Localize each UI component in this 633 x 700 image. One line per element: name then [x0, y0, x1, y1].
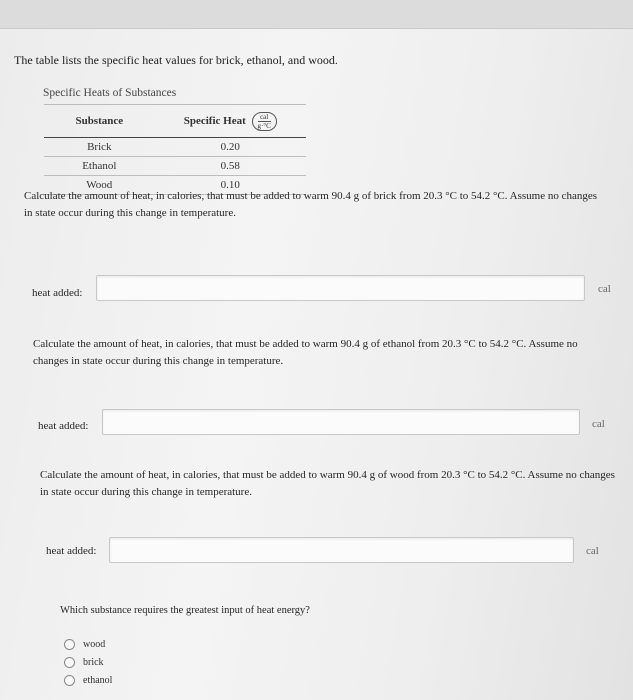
specific-heat-table: [44, 104, 306, 195]
heat-added-label-wood: heat added:: [46, 545, 97, 557]
heat-added-label-ethanol: heat added:: [38, 420, 89, 432]
option-wood[interactable]: [64, 639, 105, 650]
substance-cell: Ethanol: [44, 157, 155, 176]
table-row: [44, 157, 306, 176]
unit-label-wood: cal: [586, 545, 599, 557]
substance-cell: Brick: [44, 138, 155, 157]
option-label: brick: [83, 657, 104, 668]
specific-heat-header-label: Specific Heat: [183, 114, 246, 127]
substance-header: Substance: [44, 105, 155, 138]
question-brick: Calculate the amount of heat, in calories, that must be added to warm 90.4 g of brick from 20.3 °C to 54.2 °C. Assume no changes in state occur during this change in temperature.: [24, 190, 598, 219]
radio-circle-icon[interactable]: [64, 675, 75, 686]
radio-circle-icon[interactable]: [64, 639, 75, 650]
radio-circle-icon[interactable]: [64, 657, 75, 668]
final-question: Which substance requires the greatest input of heat energy?: [60, 605, 310, 616]
option-brick[interactable]: [64, 657, 104, 668]
unit-fraction: [252, 112, 277, 131]
value-cell: 0.10: [155, 176, 306, 195]
heat-added-input-brick[interactable]: [96, 275, 585, 301]
table-header-row: [44, 105, 306, 138]
substance-cell: Wood: [44, 176, 155, 195]
unit-numerator: cal: [258, 113, 271, 122]
top-bar: [0, 0, 633, 29]
specific-heat-header: [155, 105, 306, 138]
unit-label-ethanol: cal: [592, 418, 605, 430]
heat-added-label-brick: heat added:: [32, 287, 83, 299]
unit-label-brick: cal: [598, 283, 611, 295]
question-ethanol: Calculate the amount of heat, in calories, that must be added to warm 90.4 g of ethanol from 20.3 °C to 54.2 °C. Assume no changes in state occur during this change in temperature.: [33, 338, 578, 367]
option-label: wood: [83, 639, 106, 650]
option-label: ethanol: [83, 675, 113, 686]
value-cell: 0.20: [155, 138, 306, 157]
table-row: [44, 138, 306, 157]
intro-text: The table lists the specific heat values for brick, ethanol, and wood.: [14, 53, 338, 67]
heat-added-input-ethanol[interactable]: [102, 409, 580, 435]
heat-added-input-wood[interactable]: [109, 537, 574, 563]
table-caption: Specific Heats of Substances: [43, 87, 177, 99]
question-wood: Calculate the amount of heat, in calories, that must be added to warm 90.4 g of wood from 20.3 °C to 54.2 °C. Assume no changes in state occur during this change in temperature.: [40, 469, 615, 498]
value-cell: 0.58: [155, 157, 306, 176]
unit-denominator: g·°C: [257, 121, 271, 130]
option-ethanol[interactable]: [64, 675, 112, 686]
